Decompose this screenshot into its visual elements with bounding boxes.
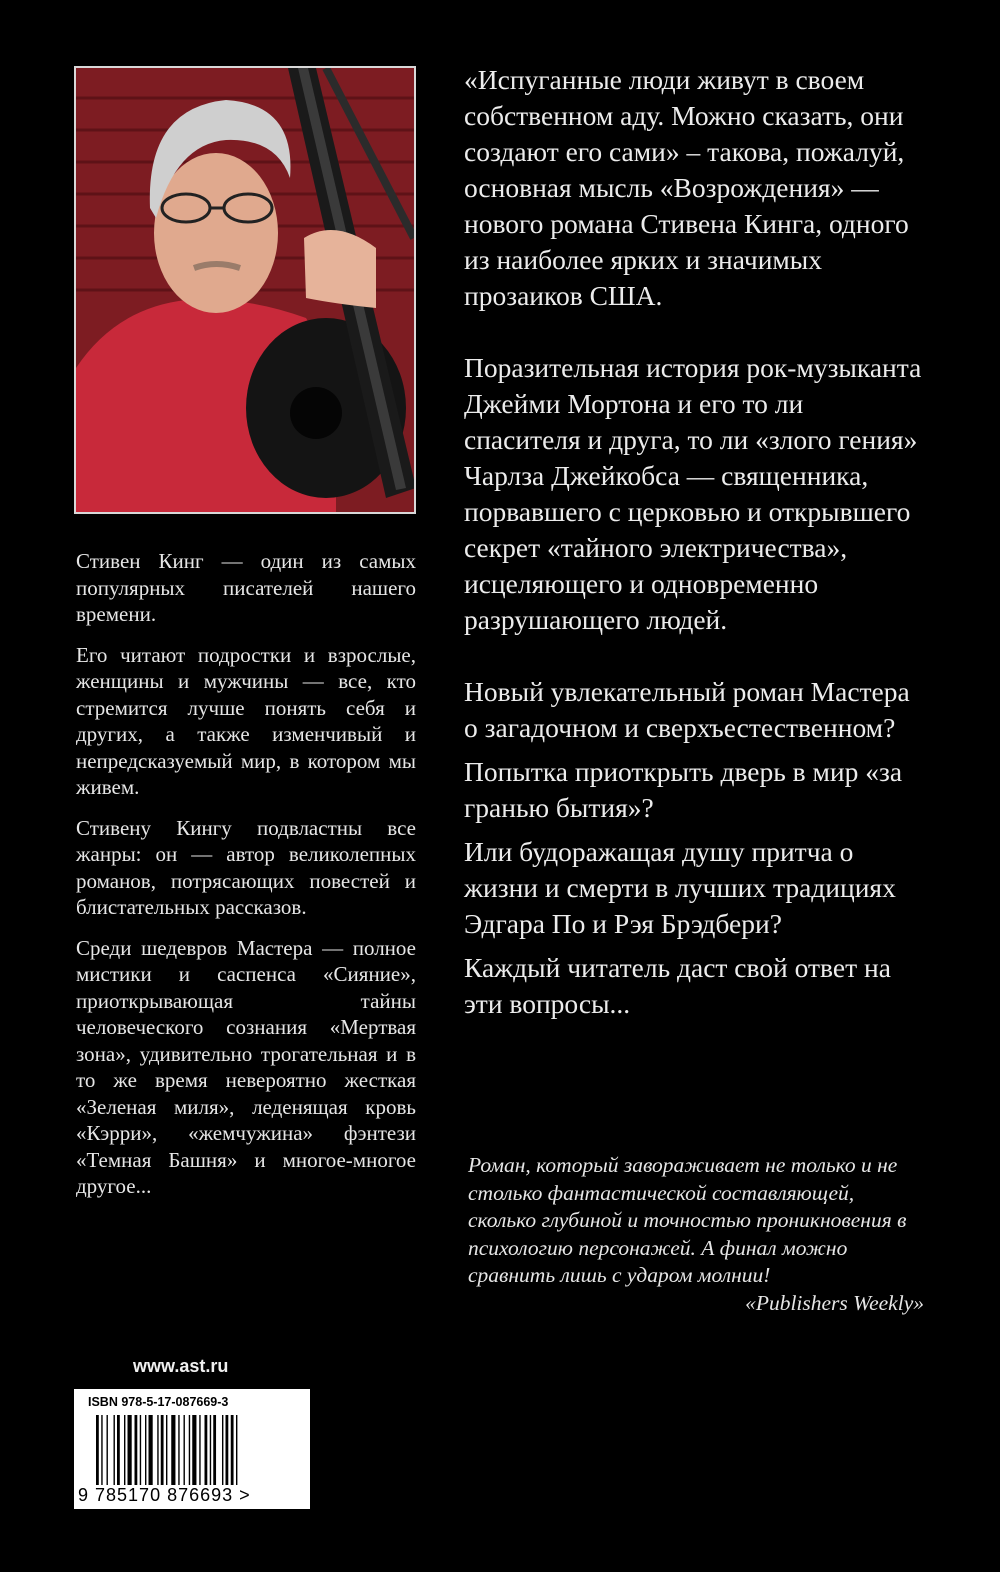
publisher-website[interactable]: www.ast.ru xyxy=(133,1356,229,1376)
isbn-barcode xyxy=(74,1389,310,1509)
review-source: «Publishers Weekly» xyxy=(745,1290,924,1315)
book-description xyxy=(464,62,924,1030)
press-review xyxy=(468,1152,924,1317)
barcode-digits: 9 785170 876693 > xyxy=(78,1485,251,1505)
review-quote: Роман, который завораживает не только и не столько фантастической составляющей, сколько глубиной и точностью проникновения в психологию персонажей. А финал можно сравнить лишь с ударом молнии! xyxy=(468,1153,907,1287)
description-paragraph-1: «Испуганные люди живут в своем собственном аду. Можно сказать, они создают его сами» – такова, пожалуй, основная мысль «Возрождения» — нового романа Стивена Кинга, одного из наиболее ярких и значимых прозаиков США. xyxy=(464,64,909,311)
question-4: Каждый читатель даст свой ответ на эти вопросы... xyxy=(464,952,891,1019)
question-1: Новый увлекательный роман Мастера о загадочном и сверхъестественном? xyxy=(464,676,910,743)
bio-paragraph-3: Стивену Кингу подвластны все жанры: он — автор великолепных романов, потрясающих повестей и блистательных рассказов. xyxy=(76,815,416,919)
author-bio xyxy=(76,548,416,1214)
isbn-label: ISBN 978-5-17-087669-3 xyxy=(88,1395,229,1409)
bio-paragraph-4: Среди шедевров Мастера — полное мистики и саспенса «Сияние», приоткрывающая тайны человеческого сознания «Мертвая зона», удивительно трогательная и в то же время невероятно жесткая «Зеленая миля», леденящая кровь «Кэрри», «жемчужина» фэнтези «Темная Башня» и многое-многое другое... xyxy=(76,935,416,1198)
bio-paragraph-1: Стивен Кинг — один из самых популярных писателей нашего времени. xyxy=(76,549,416,626)
barcode-bars xyxy=(96,1415,292,1485)
description-paragraph-2: Поразительная история рок-музыканта Джейми Мортона и его то ли спасителя и друга, то ли «злого гения» Чарлза Джейкобса — священника, порвавшего с церковью и открывшего секрет «тайного электричества», исцеляющего и одновременно разрушающего людей. xyxy=(464,352,922,635)
bio-paragraph-2: Его читают подростки и взрослые, женщины и мужчины — все, кто стремится лучше понять себя и других, а также изменчивый и непредсказуемый мир, в котором мы живем. xyxy=(76,642,416,799)
author-photo xyxy=(74,66,416,514)
author-portrait-image xyxy=(76,68,414,512)
question-2: Попытка приоткрыть дверь в мир «за гранью бытия»? xyxy=(464,756,903,823)
question-3: Или будоражащая душу притча о жизни и смерти в лучших традициях Эдгара По и Рэя Брэдбери? xyxy=(464,836,896,939)
